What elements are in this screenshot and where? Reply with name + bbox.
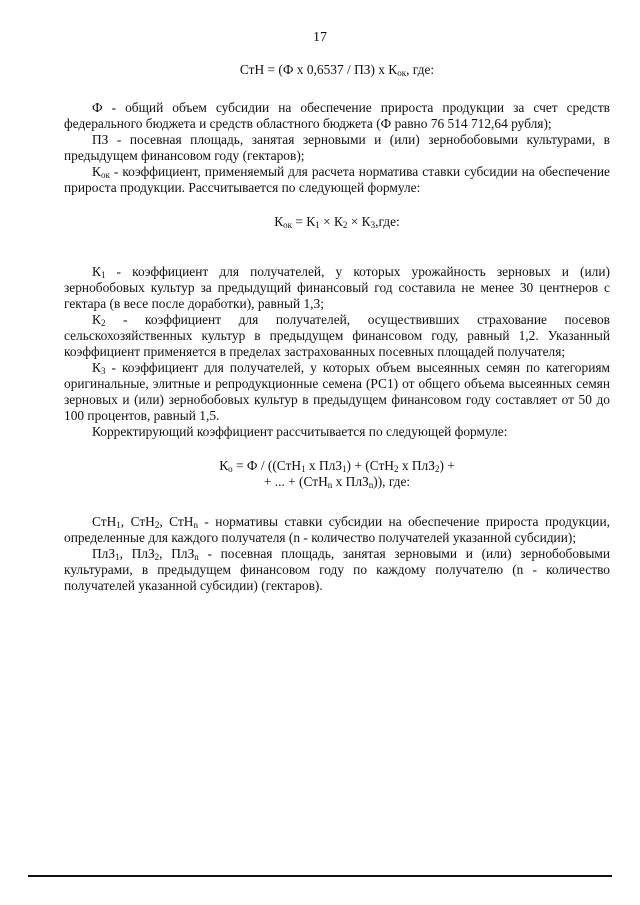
definition-phi: Ф - общий объем субсидии на обеспечение прироста продукции за счет средств федерального бюджета и средств областного бюджета (Ф равно 76 514 712,64 рубля);: [64, 100, 610, 131]
bottom-rule: [28, 875, 612, 877]
page-number: 17: [313, 30, 327, 45]
formula-ko-line-2: + ... + (СтН$_n$ х ПлЗ$_n$)), где:: [263, 474, 411, 490]
document-body: [64, 62, 610, 594]
definition-plz: ПлЗ$_1$, ПлЗ$_2$, ПлЗ$_n$ - посевная площадь, занятая зерновыми и (или) зернобобовыми культурами, в предыдущем финансовом году по каждому получателю (n - количество получателей указанной субсидии) (гектаров).: [64, 546, 610, 593]
corrective-intro: Корректирующий коэффициент рассчитывается по следующей формуле:: [92, 424, 508, 439]
definition-kok: $К_{ок}$ - коэффициент, применяемый для расчета норматива ставки субсидии на обеспечение прироста продукции. Рассчитывается по следующей формуле:: [64, 164, 610, 195]
definition-pz: ПЗ - посевная площадь, занятая зерновыми и (или) зернобобовыми культурами, в предыдущем финансовом году (гектаров);: [64, 132, 610, 163]
formula-stn: СтН = (Ф х 0,6537 / ПЗ) х $К_{ок}$, где:: [239, 62, 435, 78]
formula-kok: $К_{ок} = К_1 \times К_2 \times К_3,где$:: [274, 214, 400, 230]
formula-ko-line-1: $К_о = Ф / ((СтН_1$ х ПлЗ$_1$) + (СтН$_2$ х ПлЗ$_2$) +: [219, 458, 455, 474]
definition-k2: $К_2$ - коэффициент для получателей, осуществивших страхование посевов сельскохозяйственных культур в предыдущем финансовом году, равный 1,2. Указанный коэффициент применяется в пределах застрахованных посевных площадей получателя;: [64, 312, 610, 359]
definition-k1: $К_1$ - коэффициент для получателей, у которых урожайность зерновых и (или) зернобобовых культур за предыдущий финансовый год составила не менее 30 центнеров с гектара (в весе после доработки), равный 1,3;: [64, 264, 610, 311]
formula-ko: [64, 458, 610, 490]
definition-k3: $К_3$ - коэффициент для получателей, у которых объем высеянных семян по категориям оригинальные, элитные и репродукционные семена (РС1) от общего объема высеянных семян зерновых и (или) зернобобовых культур в предыдущем финансовом году составляет от 50 до 100 процентов, равный 1,5.: [64, 360, 610, 423]
definition-stn: СтН$_1$, СтН$_2$, СтН$_n$ - нормативы ставки субсидии на обеспечение прироста продукции, определенные для каждого получателя (n - количество получателей указанной субсидии);: [64, 514, 610, 545]
